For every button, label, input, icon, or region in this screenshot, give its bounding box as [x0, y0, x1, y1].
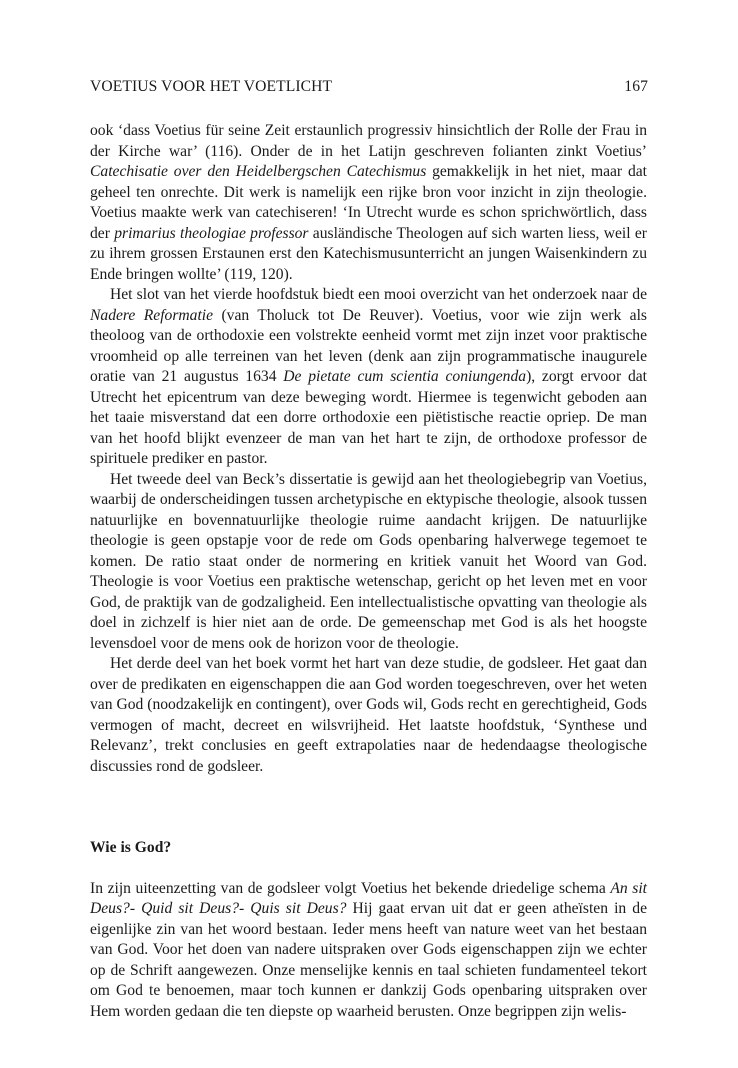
running-title: VOETIUS VOOR HET VOETLICHT [90, 78, 333, 95]
text-run: Het slot van het vierde hoofdstuk biedt een mooi overzicht van het onderzoek naar de [110, 286, 647, 303]
italic-run: Catechisatie over den Heidelbergschen Catechismus [90, 163, 427, 180]
text-run: Hij gaat ervan uit dat er geen atheïsten in de eigenlijke zin van het woord bestaan. Ieder mens heeft van nature weet van het bestaan van God. Voor het doen van nadere uitspraken over Gods eigenschappen zijn we echter op de Schrift aangewezen. Onze menselijke kennis en taal schieten fundamenteel tekort om God te benoemen, maar toch kunnen er dankzij Gods openbaring uitspraken over Hem worden gedaan die ten diepste op waarheid berusten. Onze begrippen zijn welis- [90, 900, 647, 1020]
text-run: (van Tholuck tot De Reuver). Voetius, voor wie zijn werk als theoloog van de orthodoxie een volstrekte eenheid vormt met zijn inzet voor praktische vroomheid op alle terreinen van het leven (denk aan zijn programmatische inaugurele oratie van 21 augustus 1634 [90, 306, 647, 385]
text-run: gemakkelijk in het niet, maar dat geheel ten onrechte. Dit werk is namelijk een rijke bron voor inzicht in zijn theologie. Voetius maakte werk van catechiseren! ‘In Utrecht wurde es schon sprichwörtlich, dass der [90, 163, 647, 242]
page-number: 167 [624, 78, 648, 95]
text-run: Het tweede deel van Beck’s dissertatie is gewijd aan het theologiebegrip van Voetius, waarbij de onderscheidingen tussen archetypische en ektypische theologie, alsook tussen natuurlijke en bovennatuurlijke theologie ruime aandacht krijgen. De natuurlijke theologie is geen opstapje voor de rede om Gods openbaring halverwege tegemoet te komen. De ratio staat onder de normering en kritiek vanuit het Woord van God. Theologie is voor Voetius een praktische wetenschap, gericht op het leven met en voor God, de praktijk van de godzaligheid. Een intellectualistische opvatting van theologie als doel in zichzelf is hier niet aan de orde. De gemeenschap met God is als het hoogste levensdoel voor de mens ook de horizon voor de theologie. [90, 470, 647, 652]
text-run: In zijn uiteenzetting van de godsleer volgt Voetius het bekende driedelige schema [90, 879, 611, 897]
italic-run: An sit Deus?- Quid sit Deus?- Quis sit Deus? [90, 879, 647, 917]
text-run: ook ‘dass Voetius für seine Zeit erstaunlich progressiv hinsichtlich der Rolle der Frau in der Kirche war’ (116). Onder de in het Latijn geschreven folianten zinkt Voetius’ [90, 122, 647, 160]
paragraph-2 [90, 285, 647, 470]
section-heading: Wie is God? [90, 839, 172, 856]
paragraph-4 [90, 654, 647, 777]
running-header [90, 78, 648, 96]
paragraph-1 [90, 121, 647, 285]
text-run: ausländische Theologen auf sich warten liess, weil er zu ihrem grossen Erstaunen erst den Katechismusunterricht an jungen Waisenkindern zu Ende bringen wollte’ (119, 120). [90, 224, 647, 283]
paragraph-3 [90, 470, 647, 655]
italic-run: Nadere Reformatie [90, 306, 214, 324]
text-run: Het derde deel van het boek vormt het hart van deze studie, de godsleer. Het gaat dan over de predikaten en eigenschappen die aan God worden toegeschreven, over het weten van God (noodzakelijk en contingent), over Gods wil, Gods recht en gerechtigheid, Gods vermogen of macht, decreet en wilsvrijheid. Het laatste hoofdstuk, ‘Synthese und Relevanz’, trekt conclusies en geeft extrapolaties naar de hedendaagse theologische discussies rond de godsleer. [90, 655, 647, 775]
text-run: ), zorgt ervoor dat Utrecht het epicentrum van deze beweging wordt. Hiermee is tegenwicht geboden aan het taaie misverstand dat een dorre orthodoxie een piëtistische reactie opriep. De man van het hoofd blijkt evenzeer de man van het hart te zijn, de orthodoxe professor de spirituele prediker en pastor. [90, 368, 648, 467]
italic-run: De pietate cum scientia coniungenda [283, 368, 527, 385]
body-text [90, 121, 647, 1022]
italic-run: primarius theologiae professor [114, 224, 309, 242]
paragraph-5 [90, 879, 647, 1023]
